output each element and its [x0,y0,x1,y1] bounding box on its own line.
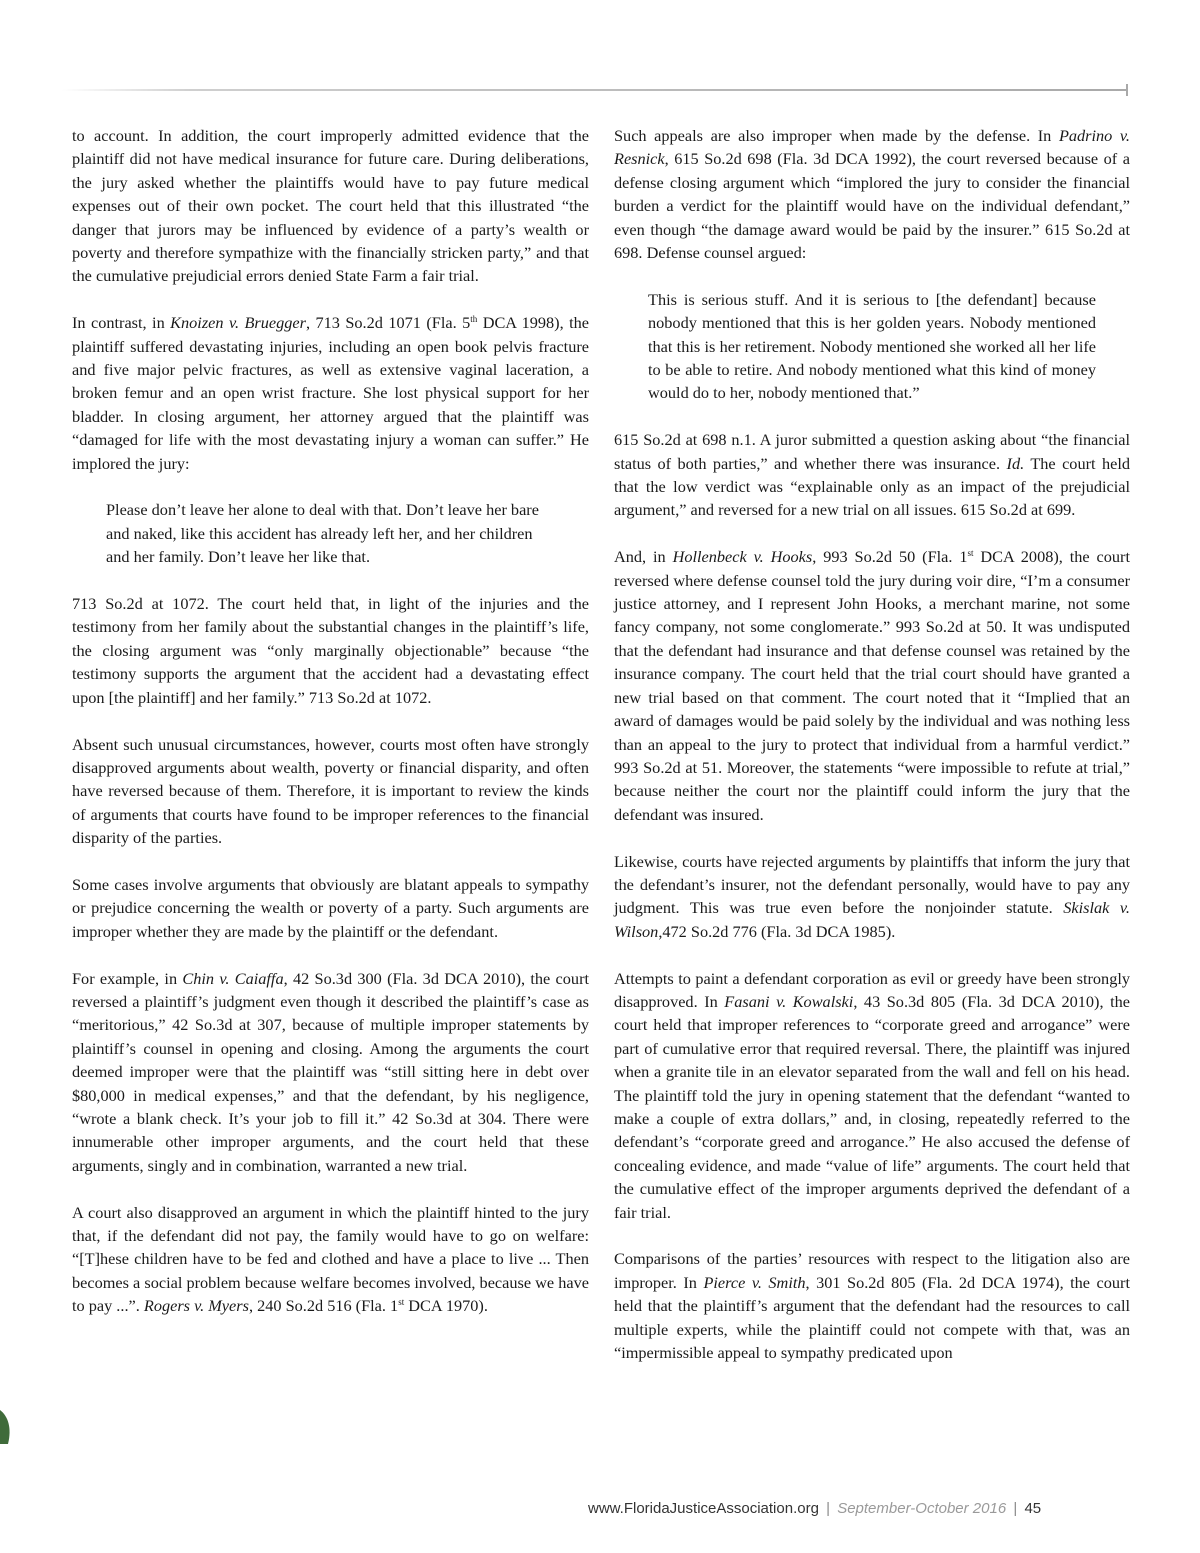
text-run: Likewise, courts have rejected arguments by plaintiffs that inform the jury that the defendant’s insurer, not the defendant personally, would have to pay any judgment. This was true even before the nonjoinder statute. [614,851,1130,918]
block-quote [648,288,1096,405]
body-paragraph [614,124,1130,264]
body-paragraph [614,545,1130,826]
text-run: Absent such unusual circumstances, however, courts most often have strongly disapproved arguments about wealth, poverty or financial disparity, and often have reversed because of them. Therefore, it is important to review the kinds of arguments that courts have found to be improper references to the financial disparity of the parties. [72,734,589,848]
text-run: Such appeals are also improper when made by the defense. In [614,126,1059,145]
body-paragraph [72,592,589,709]
block-quote [106,498,557,568]
text-run: Comparisons of the parties’ resources with respect to the litigation also are improper. In [614,1249,1130,1292]
text-run: ,472 So.2d 776 (Fla. 3d DCA 1985). [658,921,896,941]
text-run: , 713 So.2d 1071 (Fla. 5 [305,313,471,333]
text-run: 713 So.2d at 1072. The court held that, in light of the injuries and the testimony from her family about the substantial changes in the plaintiff’s life, the closing argument was “only marginally objectionable” because “the testimony supports the argument that the accident had a devastating effect upon [the plaintiff] and her family.” 713 So.2d at 1072. [72,594,589,707]
text-run: Attempts to paint a defendant corporation as evil or greedy have been strongly disapproved. In [614,968,1130,1011]
text-run: , 240 So.2d 516 (Fla. 1 [248,1296,399,1316]
body-paragraph [72,873,589,943]
text-run: , 43 So.3d 805 (Fla. 3d DCA 2010), the court held that improper references to “corporate greed and arrogance” were part of cumulative error that required reversal. There, the plaintiff was injured when a granite tile in an elevator separated from the wall and fell on his head. The plaintiff told the jury in opening statement that the defendant “wanted to make a couple of extra dollars,” and, in closing, repeatedly referred to the defendant’s “corporate greed and arrogance.” He also accused the defense of concealing evidence, and made “value of life” arguments. The court held that the cumulative effect of the improper arguments deprived the defendant of a fair trial. [614,991,1130,1222]
case-citation: Skislak v. Wilson [614,898,1130,941]
ordinal-suffix: th [470,314,478,325]
case-citation: Id. [1006,453,1025,473]
text-run: , 42 So.3d 300 (Fla. 3d DCA 2010), the court reversed a plaintiff’s judgment even though it described the plaintiff’s case as “meritorious,” 42 So.3d at 307, because of multiple improper statements by plaintiff’s counsel in opening and closing. Among the arguments the court deemed improper were that the plaintiff was “still sitting here in debt over $80,000 in medical expenses,” and that the defendant, by his negligence, “wrote a blank check. It’s your job to fill it.” 42 So.3d at 304. There were innumerable other improper arguments, and the court held that these arguments, singly and in combination, warranted a new trial. [72,968,590,1175]
footer-website-link[interactable]: www.FloridaJusticeAssociation.org [588,1500,819,1517]
text-run: Some cases involve arguments that obviously are blatant appeals to sympathy or prejudice concerning the wealth or poverty of a party. Such arguments are improper whether they are made by the plaintiff or the defendant. [72,874,589,941]
header-rule [62,89,1128,91]
text-run: , 301 So.2d 805 (Fla. 2d DCA 1974), the court held that the plaintiff’s argument that the defendant had the resources to call multiple experts, while the plaintiff could not compete with that, was an “impermissible appeal to sympathy predicated upon [614,1272,1130,1363]
text-run: , 993 So.2d 50 (Fla. 1 [812,547,968,567]
text-run: In contrast, in [72,313,171,333]
case-citation: Fasani v. Kowalski [724,991,854,1011]
text-run: 615 So.2d at 698 n.1. A juror submitted a question asking about “the financial status of both parties,” and whether there was insurance. [614,430,1130,473]
case-citation: Hollenbeck v. Hooks [672,547,813,567]
case-citation: Chin v. Caiaffa [182,968,284,988]
body-paragraph [614,850,1130,944]
case-citation: Knoizen v. Bruegger [170,313,306,333]
text-run: The court held that the low verdict was “explainable only as an impact of the prejudicial argument,” and reversed for a new trial on all issues. 615 So.2d at 699. [614,453,1130,520]
body-paragraph [72,124,589,288]
text-run: And, in [614,547,673,567]
body-paragraph [72,967,589,1178]
body-paragraph [614,1247,1130,1364]
text-run: DCA 2008), the court reversed where defense counsel told the jury during voir dire, “I’m a consumer justice attorney, and I represent John Hooks, a merchant marine, not some fancy company, not some conglomerate.” 993 So.2d at 50. It was undisputed that the defendant had insurance and that defense counsel was retained by the insurance company. The court held that the trial court should have granted a new trial based on that comment. The court noted that it “Implied that an award of damages would be paid solely by the individual and was nothing less than an appeal to the jury to protect that individual from a harmful verdict.” 993 So.2d at 51. Moreover, the statements “were impossible to refute at trial,” because neither the court nor the plaintiff could inform the jury that the defendant was insured. [614,547,1130,824]
left-column [72,124,589,1341]
case-citation: Padrino v. Resnick [614,126,1131,169]
text-run: This is serious stuff. And it is serious to [the defendant] because nobody mentioned that this is her golden years. Nobody mentioned that this is her retirement. Nobody mentioned she worked all her life to be able to retire. And nobody mentioned what this kind of money would do to her, nobody mentioned that.” [648,289,1096,403]
ordinal-suffix: st [967,548,974,559]
text-run: to account. In addition, the court improperly admitted evidence that the plaintiff did not have medical insurance for future care. During deliberations, the jury asked whether the plaintiffs would have to pay future medical expenses out of their own pocket. The court held that this illustrated “the danger that jurors may be influenced by evidence of a party’s wealth or poverty and therefore sympathize with the financially stricken party,” and that the cumulative prejudicial errors denied State Farm a fair trial. [72,126,589,286]
text-run: Please don’t leave her alone to deal with that. Don’t leave her bare and naked, like this accident has already left her, and her children and her family. Don’t leave her like that. [106,500,539,567]
right-column [614,124,1130,1388]
body-paragraph [614,967,1130,1224]
page-footer [588,1500,1148,1520]
case-citation: Rogers v. Myers [143,1296,249,1316]
text-run: A court also disapproved an argument in which the plaintiff hinted to the jury that, if the defendant did not pay, the family would have to go on welfare: “[T]hese children have to be fed and clothed and have a place to live ... Then becomes a social problem because welfare becomes involved, because we have to pay ...”. [72,1202,589,1316]
body-paragraph [72,733,589,850]
footer-separator: | [1013,1500,1018,1517]
footer-issue-date: September-October 2016 [837,1500,1007,1517]
text-run: , 615 So.2d 698 (Fla. 3d DCA 1992), the court reversed because of a defense closing argument which “implored the jury to consider the financial burden a verdict for the plaintiff would have on the individual defendant,” even though “the damage award would be paid by the insurer.” 615 So.2d at 698. Defense counsel argued: [614,149,1130,263]
page-number: 45 [1024,1500,1042,1517]
header-rule-end [1126,84,1128,96]
body-paragraph [72,311,589,475]
case-citation: Pierce v. Smith [703,1272,806,1292]
ordinal-suffix: st [398,1297,405,1308]
body-paragraph [72,1201,589,1318]
leaf-decoration-icon [0,1410,14,1444]
text-run: DCA 1970). [404,1296,488,1316]
body-paragraph [614,428,1130,522]
text-run: DCA 1998), the plaintiff suffered devastating injuries, including an open book pelvis fracture and five major pelvic fractures, as well as extensive vaginal laceration, a broken femur and an open wrist fracture. She lost physical support for her bladder. In closing argument, her attorney argued that the plaintiff was “damaged for life with the most devastating injury a woman can suffer.” He implored the jury: [72,313,589,473]
footer-separator: | [826,1500,831,1517]
text-run: For example, in [72,968,183,988]
